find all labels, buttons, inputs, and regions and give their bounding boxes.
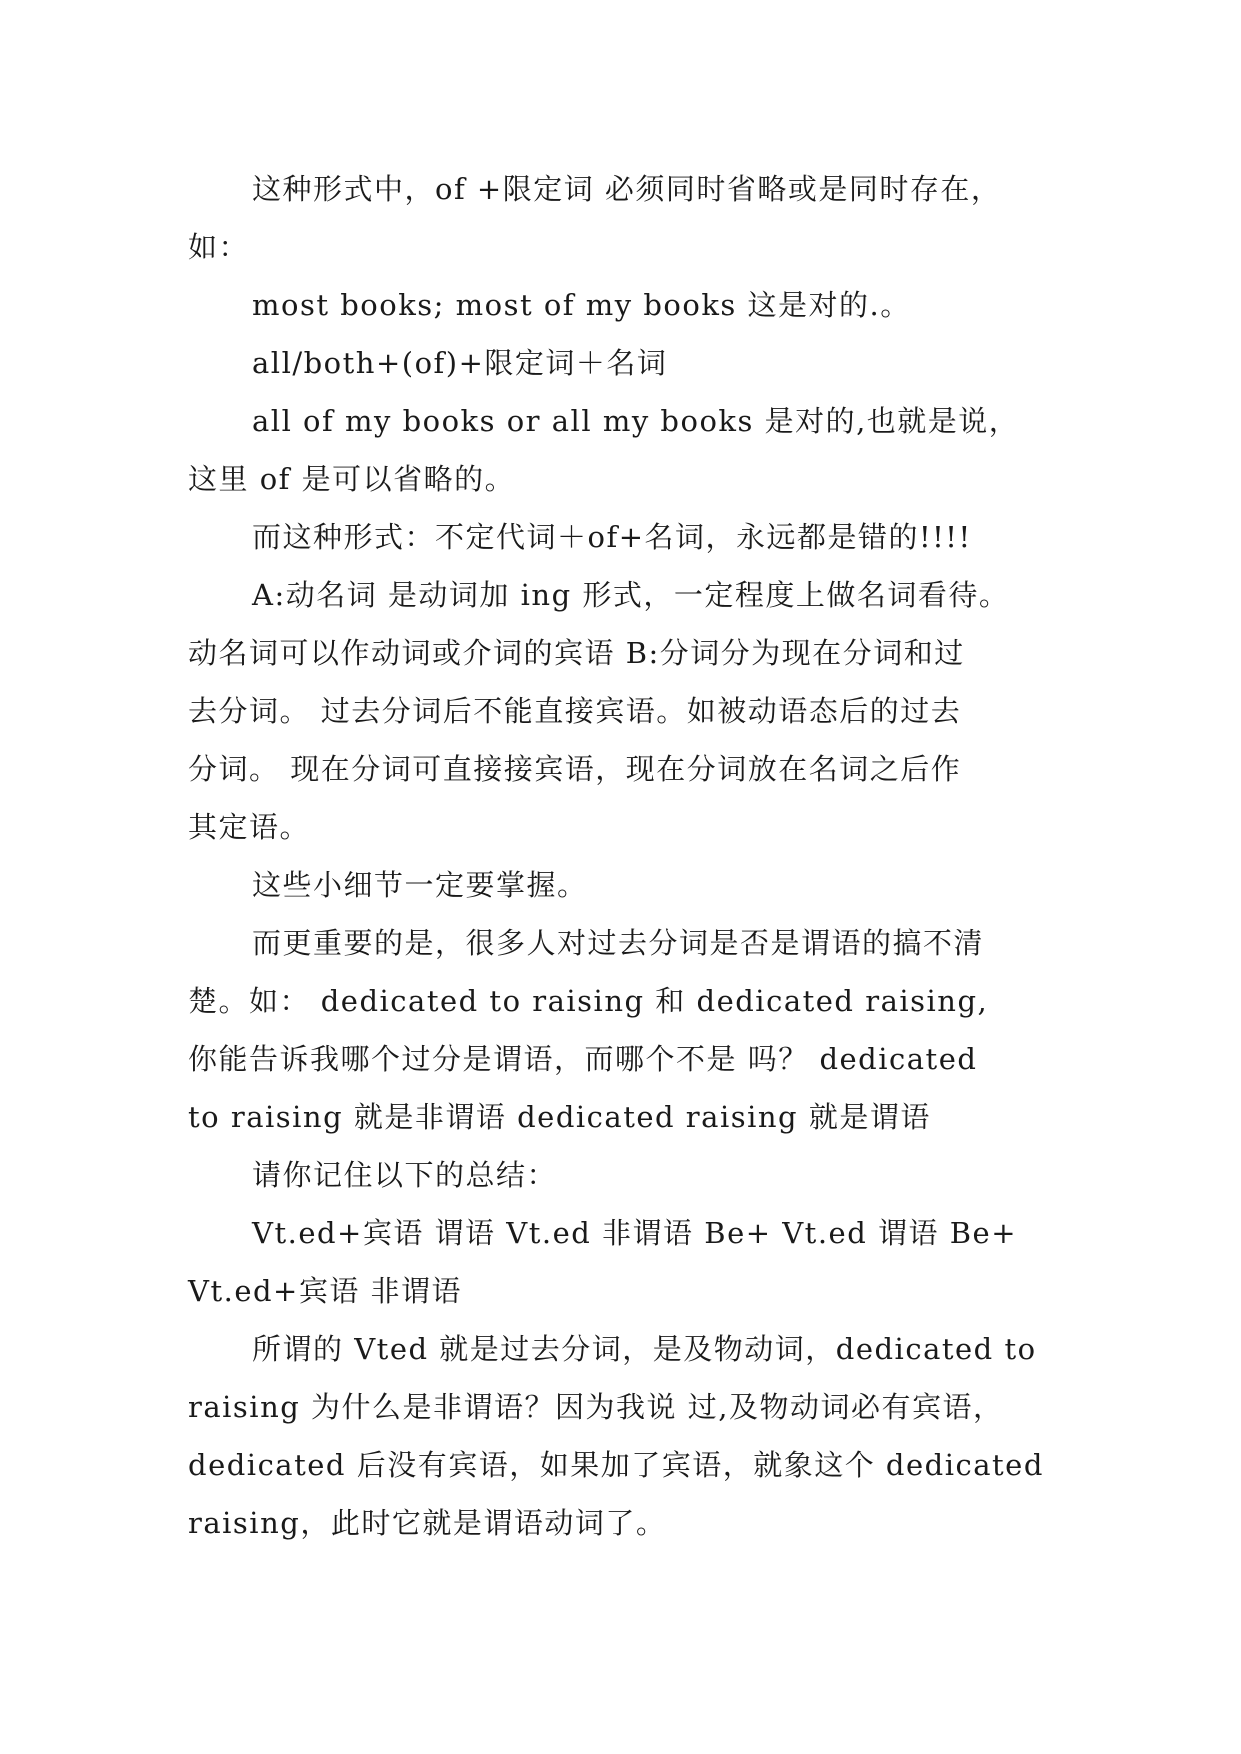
text-line: 而这种形式：不定代词＋of+名词，永远都是错的!!!!	[252, 520, 972, 554]
text-line: A:动名词 是动词加 ing 形式，一定程度上做名词看待。	[252, 578, 1010, 612]
text-line: 所谓的 Vted 就是过去分词，是及物动词，dedicated to	[252, 1332, 1037, 1366]
text-line: most books; most of my books 这是对的.。	[252, 288, 911, 322]
text-line: 这些小细节一定要掌握。	[252, 868, 588, 902]
text-line: 这里 of 是可以省略的。	[188, 462, 516, 496]
text-line: raising，此时它就是谓语动词了。	[188, 1506, 667, 1540]
text-line: all/both+(of)+限定词＋名词	[252, 346, 668, 380]
text-line: 你能告诉我哪个过分是谓语，而哪个不是 吗？ dedicated	[188, 1042, 978, 1076]
text-line: 去分词。 过去分词后不能直接宾语。如被动语态后的过去	[188, 694, 962, 728]
text-line: to raising 就是非谓语 dedicated raising 就是谓语	[188, 1100, 931, 1134]
text-line: 如：	[188, 230, 250, 264]
text-line: dedicated 后没有宾语，如果加了宾语，就象这个 dedicated	[188, 1448, 1044, 1482]
text-line: 请你记住以下的总结：	[252, 1158, 558, 1192]
text-line: Vt.ed+宾语 非谓语	[188, 1274, 463, 1308]
text-line: 这种形式中，of +限定词 必须同时省略或是同时存在，	[252, 172, 1002, 206]
text-line: 楚。如： dedicated to raising 和 dedicated raising,	[188, 984, 989, 1018]
document-body	[188, 160, 1058, 1552]
text-line: 而更重要的是，很多人对过去分词是否是谓语的搞不清	[252, 926, 985, 960]
text-line: raising 为什么是非谓语？因为我说 过,及物动词必有宾语，	[188, 1390, 1004, 1424]
text-line: 分词。 现在分词可直接接宾语，现在分词放在名词之后作	[188, 752, 962, 786]
text-line: 动名词可以作动词或介词的宾语 B:分词分为现在分词和过	[188, 636, 965, 670]
text-line: Vt.ed+宾语 谓语 Vt.ed 非谓语 Be+ Vt.ed 谓语 Be+	[252, 1216, 1017, 1250]
text-line: all of my books or all my books 是对的,也就是说，	[252, 404, 1020, 438]
text-line: 其定语。	[188, 810, 311, 844]
